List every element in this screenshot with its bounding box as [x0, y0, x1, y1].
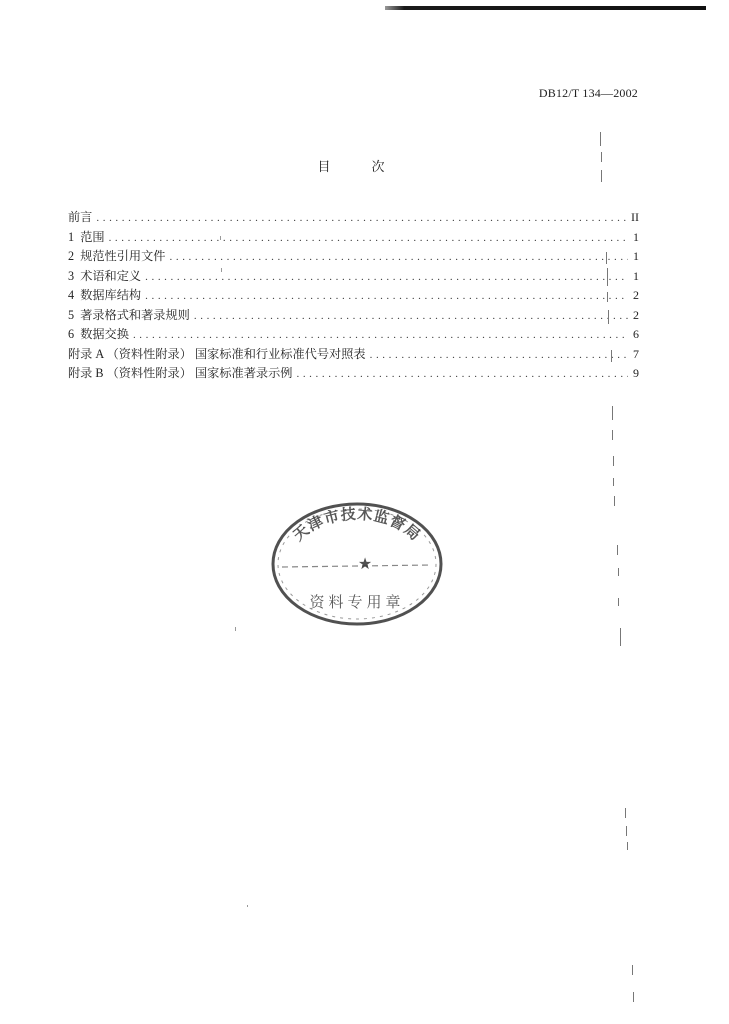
- scan-artifact: [614, 496, 615, 506]
- dot-leader: [133, 326, 628, 346]
- toc-entry: [68, 208, 639, 228]
- toc-entry: [68, 267, 639, 287]
- seal-stamp: [268, 499, 446, 629]
- scan-artifact: [613, 456, 614, 466]
- scan-artifact: [606, 252, 607, 264]
- seal-top-text: [290, 506, 424, 545]
- scan-artifact: [612, 406, 613, 420]
- scan-artifact: [626, 826, 627, 836]
- toc-entry-page: 1: [633, 229, 639, 244]
- toc-entry-label: 6 数据交换: [68, 327, 129, 341]
- toc-entry: [68, 345, 639, 365]
- dot-leader: [194, 307, 628, 327]
- dot-leader: [145, 268, 628, 288]
- toc-entry-page: 2: [633, 307, 639, 322]
- dot-leader: [96, 209, 628, 229]
- scan-artifact: [625, 808, 626, 818]
- scan-artifact: [613, 478, 614, 486]
- dot-leader: [145, 287, 628, 307]
- toc-entry-label: 前言: [68, 210, 93, 224]
- scan-artifact: [632, 965, 633, 975]
- dot-leader: [109, 229, 628, 249]
- scan-artifact: [601, 170, 602, 182]
- scan-artifact: [601, 152, 602, 162]
- scan-artifact: [633, 992, 634, 1002]
- seal-top-text-path: 天津市技术监督局: [290, 506, 424, 545]
- scan-artifact: [618, 568, 619, 576]
- top-rule: [385, 6, 706, 10]
- toc-entry-label: 附录 B （资料性附录） 国家标准著录示例: [68, 366, 293, 380]
- scan-artifact: [618, 598, 619, 606]
- toc-title: 目 次: [317, 159, 399, 174]
- toc-entry-label: 1 范围: [68, 229, 105, 244]
- dot-leader: [296, 365, 628, 385]
- toc-entry-page: 9: [633, 366, 639, 380]
- toc-entry-label: 3 术语和定义: [68, 268, 142, 283]
- scan-artifact: [612, 430, 613, 440]
- star-icon: ★: [357, 554, 373, 573]
- table-of-contents: [68, 208, 639, 384]
- scan-artifact: [620, 628, 621, 646]
- scan-artifact: [607, 268, 608, 286]
- toc-entry: [68, 286, 639, 306]
- toc-entry-label: 5 著录格式和著录规则: [68, 307, 190, 322]
- scan-artifact: [600, 132, 601, 146]
- scan-artifact: [617, 545, 618, 555]
- toc-entry: [68, 228, 639, 248]
- toc-entry: [68, 247, 639, 267]
- toc-entry-page: 1: [633, 249, 639, 263]
- toc-entry-page: II: [631, 210, 639, 224]
- toc-entry-page: 2: [633, 288, 639, 302]
- scan-speck: [221, 268, 222, 272]
- toc-entry: [68, 306, 639, 326]
- toc-entry-page: 7: [633, 346, 639, 361]
- scan-artifact: [607, 292, 608, 302]
- scan-speck: [247, 905, 248, 907]
- scan-artifact: [611, 350, 612, 362]
- dot-leader: [170, 248, 629, 268]
- toc-entry-page: 6: [633, 327, 639, 341]
- toc-entry-label: 2 规范性引用文件: [68, 249, 166, 263]
- scan-speck: [235, 627, 236, 631]
- scan-artifact: [627, 842, 628, 850]
- dot-leader: [370, 346, 628, 366]
- scan-speck: [220, 236, 221, 240]
- toc-entry-label: 附录 A （资料性附录） 国家标准和行业标准代号对照表: [68, 346, 366, 361]
- toc-entry: [68, 364, 639, 384]
- seal-bottom-text: 资料专用章: [309, 595, 405, 611]
- toc-entry: [68, 325, 639, 345]
- toc-entry-page: 1: [633, 268, 639, 283]
- standard-code: DB12/T 134—2002: [538, 86, 638, 100]
- scan-artifact: [608, 310, 609, 324]
- toc-entry-label: 4 数据库结构: [68, 288, 142, 302]
